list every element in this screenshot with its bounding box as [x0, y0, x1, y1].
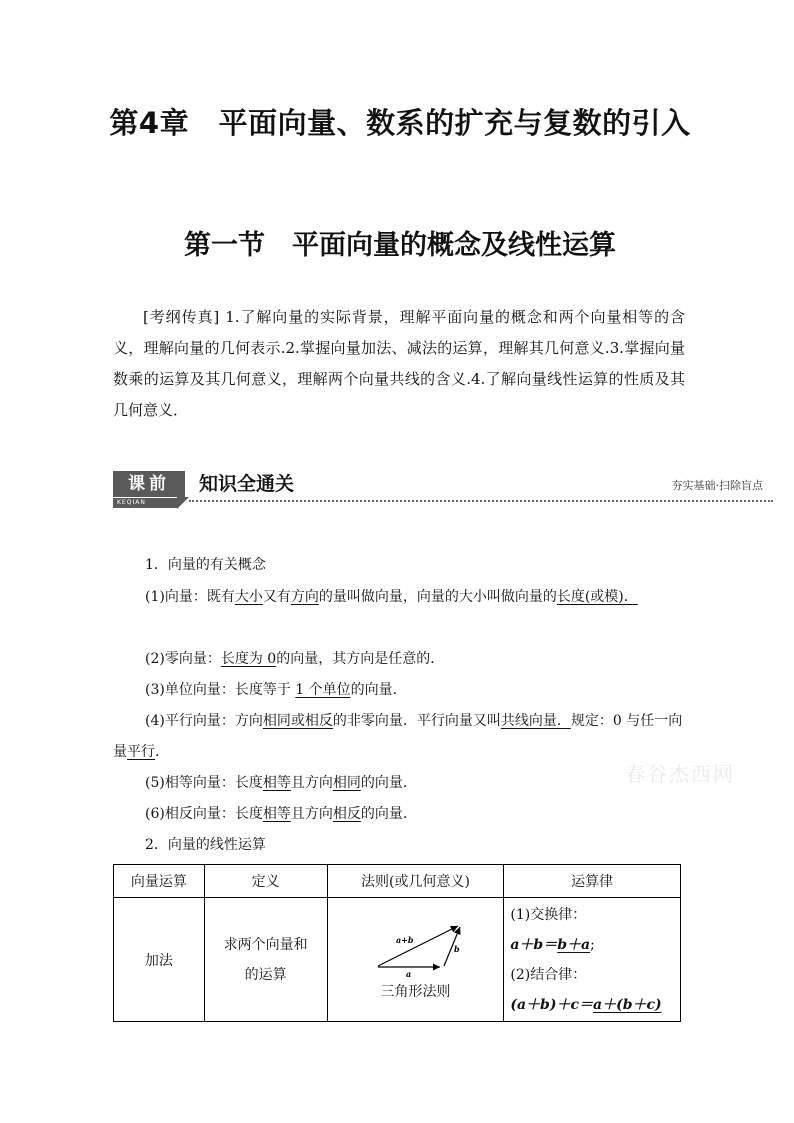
section2-heading: 2．向量的线性运算 — [145, 837, 266, 853]
concept-opposite-vector — [113, 799, 685, 830]
rule-cell — [327, 898, 504, 1022]
concept-equal-vector — [113, 768, 685, 799]
banner-pinyin: KEQIAN — [113, 498, 177, 508]
text-segment: 的向量． — [360, 806, 417, 822]
text-segment: 又有 — [262, 589, 291, 605]
label-b: b — [454, 943, 461, 954]
law-lhs: (a＋b)＋c＝ — [510, 996, 593, 1013]
text-segment: 的向量，其方向是任意的． — [276, 651, 445, 667]
table-header-cell: 法则(或几何意义) — [327, 865, 504, 898]
blank-answer: 长度(或模)． — [556, 589, 638, 605]
text-segment: (4)平行向量：方向 — [145, 713, 263, 729]
law-lhs: a＋b＝ — [510, 936, 558, 953]
blank-answer: 相等 — [262, 775, 291, 791]
concept-vector — [113, 582, 685, 613]
section1-heading: 1．向量的有关概念 — [145, 557, 266, 573]
text-segment: (1)向量：既有 — [145, 589, 235, 605]
syllabus-paragraph — [113, 302, 685, 426]
triangle-rule-figure — [360, 919, 470, 979]
blank-answer: 方向 — [290, 589, 319, 605]
table-header-row — [114, 865, 681, 898]
text-segment: 规定：0 与任一向量 — [113, 713, 683, 760]
operation-cell: 加法 — [114, 898, 205, 1022]
section-title: 第一节 平面向量的概念及线性运算 — [184, 230, 616, 261]
definition-cell: 求两个向量和的运算 — [204, 898, 327, 1022]
text-segment: 且方向 — [290, 806, 333, 822]
blank-answer: 共线向量． — [500, 713, 571, 729]
text-segment: 且方向 — [290, 775, 333, 791]
law-rhs: b＋a — [557, 936, 591, 953]
text-segment: 的向量． — [350, 682, 407, 698]
blank-answer: 1 个单位 — [295, 682, 351, 698]
table-header-cell: 向量运算 — [114, 865, 205, 898]
label-sum: a+b — [396, 934, 414, 945]
watermark: 春谷杰西网 — [625, 762, 735, 786]
table-header-cell: 运算律 — [504, 865, 681, 898]
law-end: ; — [590, 936, 595, 953]
text-segment: (5)相等向量：长度 — [145, 775, 263, 791]
concept-parallel-vector — [113, 706, 685, 768]
text-segment: ． — [155, 744, 169, 760]
syllabus-tag: [考纲传真] — [143, 308, 220, 326]
banner-label: 课前 — [113, 471, 185, 497]
text-segment: (6)相反向量：长度 — [145, 806, 263, 822]
blank-answer: 相反 — [332, 806, 361, 822]
text-segment: (3)单位向量：长度等于 — [145, 682, 296, 698]
blank-answer: 长度为 0 — [220, 651, 277, 667]
syllabus-text: 1.了解向量的实际背景，理解平面向量的概念和两个向量相等的含义，理解向量的几何表示.2.掌握向量加法、减法的运算，理解其几何意义.3.掌握向量数乘的运算及其几何意义，理解两个向量共线的含义.4.了解向量线性运算的性质及其几何意义． — [113, 308, 685, 419]
banner-triangle-decoration — [177, 497, 189, 509]
chapter-title: 第4章 平面向量、数系的扩充与复数的引入 — [109, 106, 691, 140]
text-segment: 的非零向量．平行向量又叫 — [332, 713, 501, 729]
linear-operations-table — [113, 864, 681, 1022]
table-row — [114, 898, 681, 1022]
blank-answer: 相等 — [262, 806, 291, 822]
section-banner — [113, 471, 773, 511]
text-segment: 的向量． — [360, 775, 417, 791]
commutative-title: (1)交换律： — [510, 906, 587, 923]
commutative-law — [510, 930, 680, 960]
associative-law — [510, 990, 680, 1020]
blank-answer: 相同 — [332, 775, 361, 791]
blank-answer: 相同或相反 — [262, 713, 333, 729]
blank-answer: 平行 — [127, 744, 155, 760]
text-segment: (2)零向量： — [145, 651, 221, 667]
concept-zero-vector — [113, 644, 685, 675]
concept-unit-vector — [113, 675, 685, 706]
law-rhs: a＋(b＋c) — [593, 996, 662, 1013]
associative-title: (2)结合律： — [510, 966, 587, 983]
table-header-cell: 定义 — [204, 865, 327, 898]
rule-caption: 三角形法则 — [380, 983, 451, 1000]
banner-divider — [189, 500, 773, 502]
text-segment: 的量叫做向量，向量的大小叫做向量的 — [318, 589, 557, 605]
banner-subtitle: 夯实基础·扫除盲点 — [671, 479, 763, 492]
blank-answer: 大小 — [234, 589, 263, 605]
laws-cell — [504, 898, 681, 1022]
label-a: a — [406, 968, 412, 979]
banner-heading: 知识全通关 — [199, 473, 295, 495]
